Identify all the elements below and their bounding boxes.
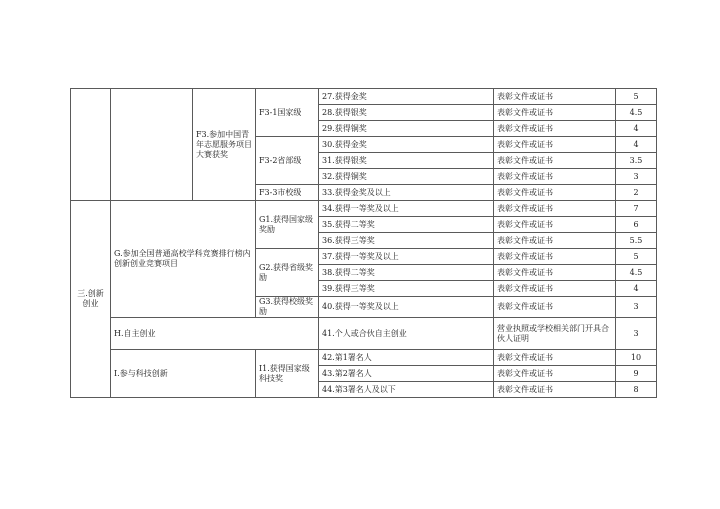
score-cell: 7 <box>616 201 657 217</box>
score-cell: 6 <box>616 217 657 233</box>
subcategory-i: I.参与科技创新 <box>111 350 256 398</box>
proof-cell: 表彰文件或证书 <box>494 350 616 366</box>
item-cell: 33.获得金奖及以上 <box>319 185 494 201</box>
score-cell: 3 <box>616 169 657 185</box>
proof-cell: 表彰文件或证书 <box>494 281 616 297</box>
subcategory-cell-empty <box>111 89 193 201</box>
score-cell: 4 <box>616 137 657 153</box>
level-g2: G2.获得省级奖励 <box>256 249 319 297</box>
item-cell: 40.获得一等奖及以上 <box>319 297 494 318</box>
proof-cell: 表彰文件或证书 <box>494 233 616 249</box>
proof-cell: 表彰文件或证书 <box>494 185 616 201</box>
item-cell: 35.获得二等奖 <box>319 217 494 233</box>
proof-cell: 营业执照或学校相关部门开具合伙人证明 <box>494 318 616 350</box>
level-g3: G3.获得校级奖励 <box>256 297 319 318</box>
category-cell-empty <box>71 89 111 201</box>
score-cell: 3.5 <box>616 153 657 169</box>
item-cell: 37.获得一等奖及以上 <box>319 249 494 265</box>
score-cell: 4.5 <box>616 105 657 121</box>
item-cell: 29.获得铜奖 <box>319 121 494 137</box>
proof-cell: 表彰文件或证书 <box>494 201 616 217</box>
score-cell: 5.5 <box>616 233 657 249</box>
score-cell: 8 <box>616 382 657 398</box>
proof-cell: 表彰文件或证书 <box>494 105 616 121</box>
item-cell: 32.获得铜奖 <box>319 169 494 185</box>
score-cell: 4 <box>616 121 657 137</box>
item-cell: 27.获得金奖 <box>319 89 494 105</box>
score-cell: 3 <box>616 297 657 318</box>
proof-cell: 表彰文件或证书 <box>494 297 616 318</box>
level-g1: G1.获得国家级奖励 <box>256 201 319 249</box>
score-table <box>70 88 657 398</box>
item-cell: 41.个人或合伙自主创业 <box>319 318 494 350</box>
proof-cell: 表彰文件或证书 <box>494 137 616 153</box>
item-cell: 44.第3署名人及以下 <box>319 382 494 398</box>
item-cell: 38.获得二等奖 <box>319 265 494 281</box>
score-cell: 3 <box>616 318 657 350</box>
level-f3-2: F3-2省部级 <box>256 137 319 185</box>
item-cell: 36.获得三等奖 <box>319 233 494 249</box>
item-cell: 30.获得金奖 <box>319 137 494 153</box>
proof-cell: 表彰文件或证书 <box>494 249 616 265</box>
item-cell: 31.获得银奖 <box>319 153 494 169</box>
level-f3-3: F3-3市校级 <box>256 185 319 201</box>
proof-cell: 表彰文件或证书 <box>494 217 616 233</box>
subcategory-h: H.自主创业 <box>111 318 319 350</box>
score-cell: 5 <box>616 249 657 265</box>
item-cell: 39.获得三等奖 <box>319 281 494 297</box>
score-cell: 4 <box>616 281 657 297</box>
proof-cell: 表彰文件或证书 <box>494 265 616 281</box>
proof-cell: 表彰文件或证书 <box>494 121 616 137</box>
level-i1: I1.获得国家级科技奖 <box>256 350 319 398</box>
item-cell: 42.第1署名人 <box>319 350 494 366</box>
table-row <box>71 350 657 366</box>
item-cell: 28.获得银奖 <box>319 105 494 121</box>
item-cell: 43.第2署名人 <box>319 366 494 382</box>
subcategory-f3: F3.参加中国青年志愿服务项目大赛获奖 <box>193 89 256 201</box>
score-cell: 2 <box>616 185 657 201</box>
subcategory-g: G.参加全国普通高校学科竞赛排行榜内创新创业竞赛项目 <box>111 201 256 318</box>
category-innovation: 三.创新创业 <box>71 201 111 398</box>
level-f3-1: F3-1国家级 <box>256 89 319 137</box>
table-row <box>71 318 657 350</box>
proof-cell: 表彰文件或证书 <box>494 382 616 398</box>
table-row <box>71 89 657 105</box>
proof-cell: 表彰文件或证书 <box>494 366 616 382</box>
proof-cell: 表彰文件或证书 <box>494 169 616 185</box>
score-cell: 5 <box>616 89 657 105</box>
score-cell: 4.5 <box>616 265 657 281</box>
score-cell: 10 <box>616 350 657 366</box>
table-row <box>71 201 657 217</box>
proof-cell: 表彰文件或证书 <box>494 153 616 169</box>
score-cell: 9 <box>616 366 657 382</box>
item-cell: 34.获得一等奖及以上 <box>319 201 494 217</box>
proof-cell: 表彰文件或证书 <box>494 89 616 105</box>
